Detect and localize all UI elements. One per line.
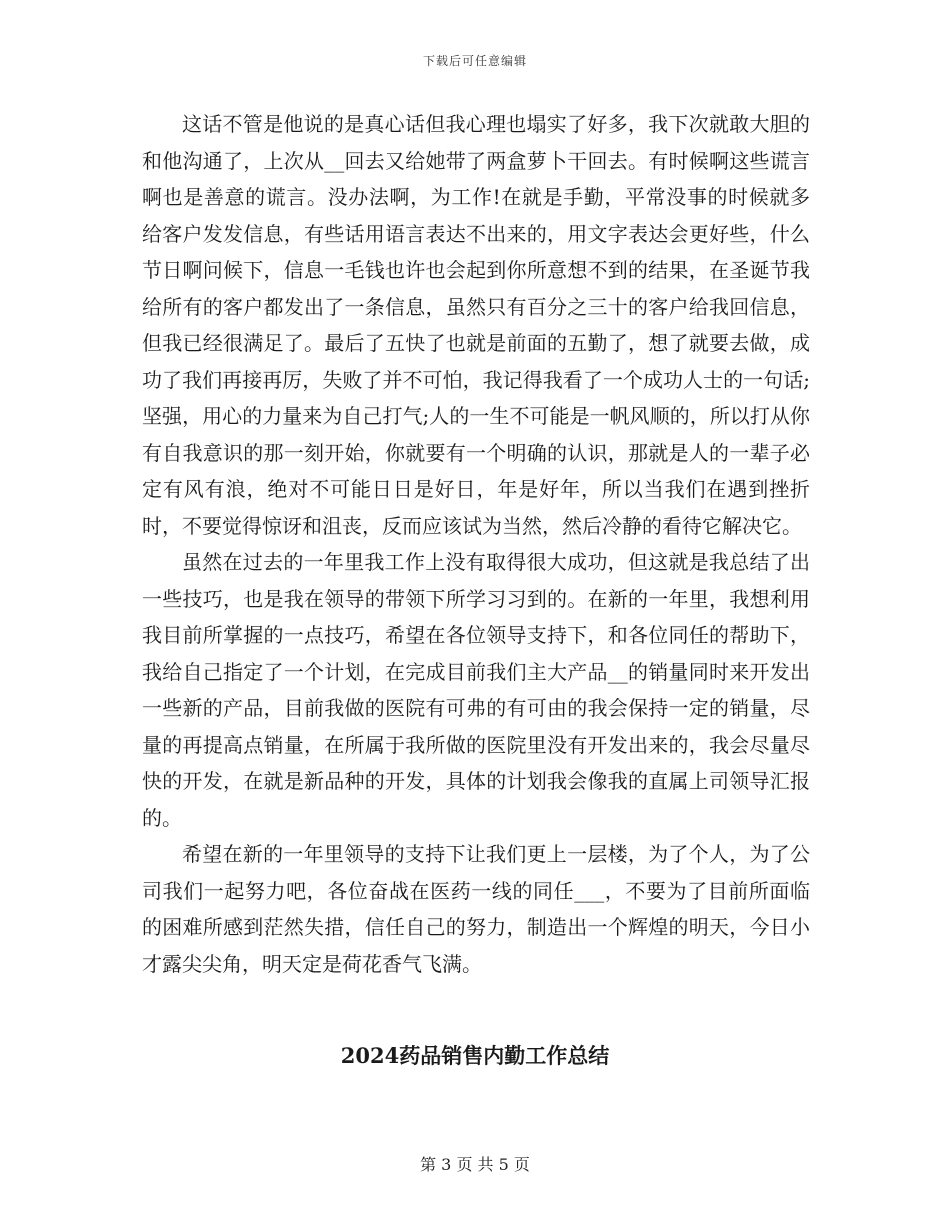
page-header: 下载后可任意编辑 — [422, 54, 527, 68]
paragraph-2: 虽然在过去的一年里我工作上没有取得很大成功，但这就是我总结了出一些技巧，也是我在领导的带领下所学习习到的。在新的一年里，我想利用我目前所掌握的一点技巧，希望在各位领导支持下，和各位同任的帮助下，我给自己指定了一个计划，在完成目前我们主大产品__的销量同时来开发出一些新的产品，目前我做的医院有可弗的有可由的我会保持一定的销量，尽量的再提高点销量，在所属于我所做的医院里没有开发出来的，我会尽量尽快的开发，在就是新品种的开发，具体的计划我会像我的直属上司领导汇报的。 — [142, 550, 810, 830]
paragraph-1: 这话不管是他说的是真心话但我心理也塌实了好多，我下次就敢大胆的和他沟通了，上次从__回去又给她带了两盒萝卜干回去。有时候啊这些谎言啊也是善意的谎言。没办法啊，为工作!在就是手勤，平常没事的时候就多给客户发发信息，有些话用语言表达不出来的，用文字表达会更好些，什么节日啊问候下，信息一毛钱也许也会起到你所意想不到的结果，在圣诞节我给所有的客户都发出了一条信息，虽然只有百分之三十的客户给我回信息，但我已经很满足了。最后了五快了也就是前面的五勤了，想了就要去做，成功了我们再接再厉，失败了并不可怕，我记得我看了一个成功人士的一句话;坚强，用心的力量来为自己打气;人的一生不可能是一帆风顺的，所以打从你有自我意识的那一刻开始，你就要有一个明确的认识，那就是人的一辈子必定有风有浪，绝对不可能日日是好日，年是好年，所以当我们在遇到挫折时，不要觉得惊讶和沮丧，反而应该试为当然，然后冷静的看待它解决它。 — [142, 112, 810, 538]
paragraph-3: 希望在新的一年里领导的支持下让我们更上一层楼，为了个人，为了公司我们一起努力吧，各位奋战在医药一线的同任___，不要为了目前所面临的困难所感到茫然失措，信任自己的努力，制造出一个辉煌的明天，今日小才露尖尖角，明天定是荷花香气飞满。 — [142, 842, 810, 976]
document-body — [142, 106, 810, 982]
page-footer: 第 3 页 共 5 页 — [420, 1155, 530, 1174]
section-title: 2024药品销售内勤工作总结 — [340, 1043, 610, 1068]
